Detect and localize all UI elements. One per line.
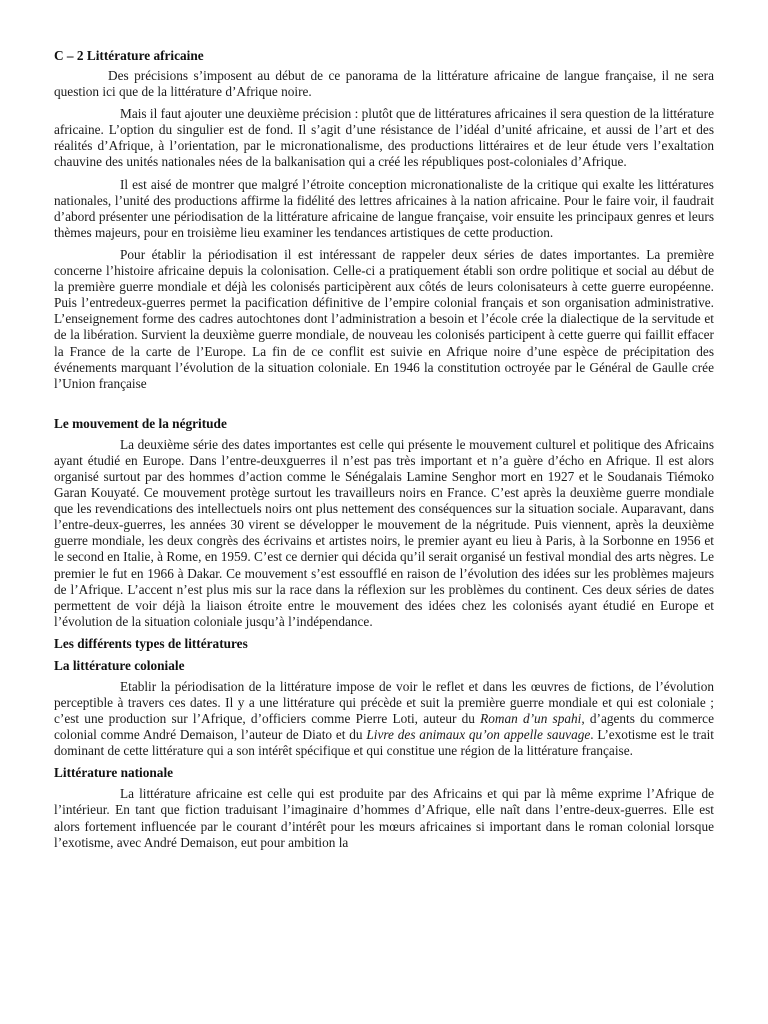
paragraph-coloniale-text-2: , d’agents du commerce colonial comme André Demaison, l’auteur de Diato et du — [54, 711, 714, 743]
paragraph-singular: Mais il faut ajouter une deuxième précision : plutôt que de littératures africaines il sera question de la littérature africaine. L’option du singulier est de fond. Il s’agit d’une résistance de l’idéal d’unité africaine, et aussi de l’art et des réalités d’Afrique, à l’orientation, par le micronationalisme, des productions littéraires et de leur étude vers l’exaltation chauvine des unités nationales nées de la balkanisation qui a créé les républiques post-coloniales d’Afrique. — [54, 106, 714, 170]
paragraph-coloniale — [54, 679, 714, 759]
heading-negritude: Le mouvement de la négritude — [54, 415, 227, 431]
paragraph-nationale: La littérature africaine est celle qui est produite par des Africains et qui par là même exprime l’Afrique de l’intérieur. En tant que fiction traduisant l’imaginaire d’hommes d’Afrique, elle naît dans l’entre-deux-guerres. Elle est alors fortement influencée par le courant d’intérêt pour les mœurs africaines si important dans le roman colonial lorsque l’exotisme, avec André Demaison, eut pour ambition la — [54, 786, 714, 850]
paragraph-coloniale-text-3: . L’exotisme est le trait dominant de cette littérature qui a son intérêt spécifique et qui constitue une région de la littérature française. — [54, 727, 714, 759]
heading-coloniale: La littérature coloniale — [54, 657, 185, 673]
section-title: C – 2 Littérature africaine — [54, 48, 204, 63]
book-title-roman-spahi: Roman d’un spahi — [480, 711, 582, 727]
paragraph-intro: Des précisions s’imposent au début de ce panorama de la littérature africaine de langue française, il ne sera question ici que de la littérature d’Afrique noire. — [54, 68, 714, 100]
heading-types: Les différents types de littératures — [54, 635, 248, 651]
document-page — [54, 48, 714, 851]
heading-nationale: Littérature nationale — [54, 765, 174, 781]
paragraph-negritude: La deuxième série des dates importantes est celle qui présente le mouvement culturel et politique des Africains ayant étudié en Europe. Dans l’entre-deuxguerres il n’est pas très important et n’a guère d’écho en Afrique. Il est alors organisé surtout par des hommes d’action comme le Sénégalais Lamine Senghor mort en 1927 et le Soudanais Tiémoko Garan Kouyaté. Ce mouvement protège surtout les travailleurs noirs en France. C’est après la deuxième guerre mondiale que les revendications des intellectuels noirs ont plus nettement des conséquences sur la situation sociale. Auparavant, dans l’entre-deux-guerres, les années 30 virent se développer le mouvement de la négritude. Puis viennent, après la deuxième guerre mondiale, les deux congrès des écrivains et artistes noirs, le premier ayant eu lieu à Paris, à la Sorbonne en 1956 et le second en Italie, à Rome, en 1959. C’est ce dernier qui décida qu’il serait organisé un festival mondial des arts nègres. Le premier le fut en 1966 à Dakar. Ce mouvement s’est essoufflé en raison de l’évolution des idées sur les problèmes majeurs de l’Afrique. L’accent n’est plus mis sur la race dans la réflexion sur les problèmes du continent. Ces deux séries de dates permettent de voir déjà la liaison étroite entre le mouvement des idées chez les colonisés ayant étudié en Europe et l’évolution de la situation coloniale jusqu’à l’indépendance. — [54, 436, 714, 629]
book-title-livre-animaux: Livre des animaux qu’on appelle sauvage — [366, 727, 591, 743]
paragraph-periodisation: Pour établir la périodisation il est intéressant de rappeler deux séries de dates importantes. La première concerne l’histoire africaine depuis la colonisation. Celle-ci a pratiquement établi son ordre politique et social au début de la première guerre mondiale et déjà les colonisés participèrent aux côtés de leurs colonisateurs à cette guerre européenne. Puis l’entredeux-guerres permet la pacification définitive de l’empire colonial français et son organisation administrative. L’enseignement forme des cadres autochtones dont l’administration a besoin et l’école crée la dialectique de la servitude et de la libération. Survient la deuxième guerre mondiale, de nouveau les colonisés participent à cette guerre qui faillit effacer la France de la carte de l’Europe. La fin de ce conflit est suivie en Afrique noire d’une espèce de précipitation des événements marquant l’évolution de la situation coloniale. En 1946 la constitution octroyée par le Général de Gaulle crée l’Union française — [54, 246, 714, 391]
paragraph-unity: Il est aisé de montrer que malgré l’étroite conception micronationaliste de la critique qui exalte les littératures nationales, l’unité des productions affirme la fidélité des lettres africaines à la nation africaine. Pour le faire voir, il faudrait d’abord présenter une périodisation de la littérature africaine de langue française, voir ensuite les principaux genres et leurs thèmes majeurs, pour en troisième lieu examiner les tendances artistiques de cette production. — [54, 176, 714, 240]
paragraph-coloniale-text-1: Etablir la périodisation de la littérature impose de voir le reflet et dans les œuvres de fictions, de l’évolution perceptible à travers ces dates. Il y a une littérature qui précède et suit la première guerre mondiale et qui est coloniale ; c’est une production sur l’Afrique, d’officiers comme Pierre Loti, auteur du — [54, 678, 714, 727]
